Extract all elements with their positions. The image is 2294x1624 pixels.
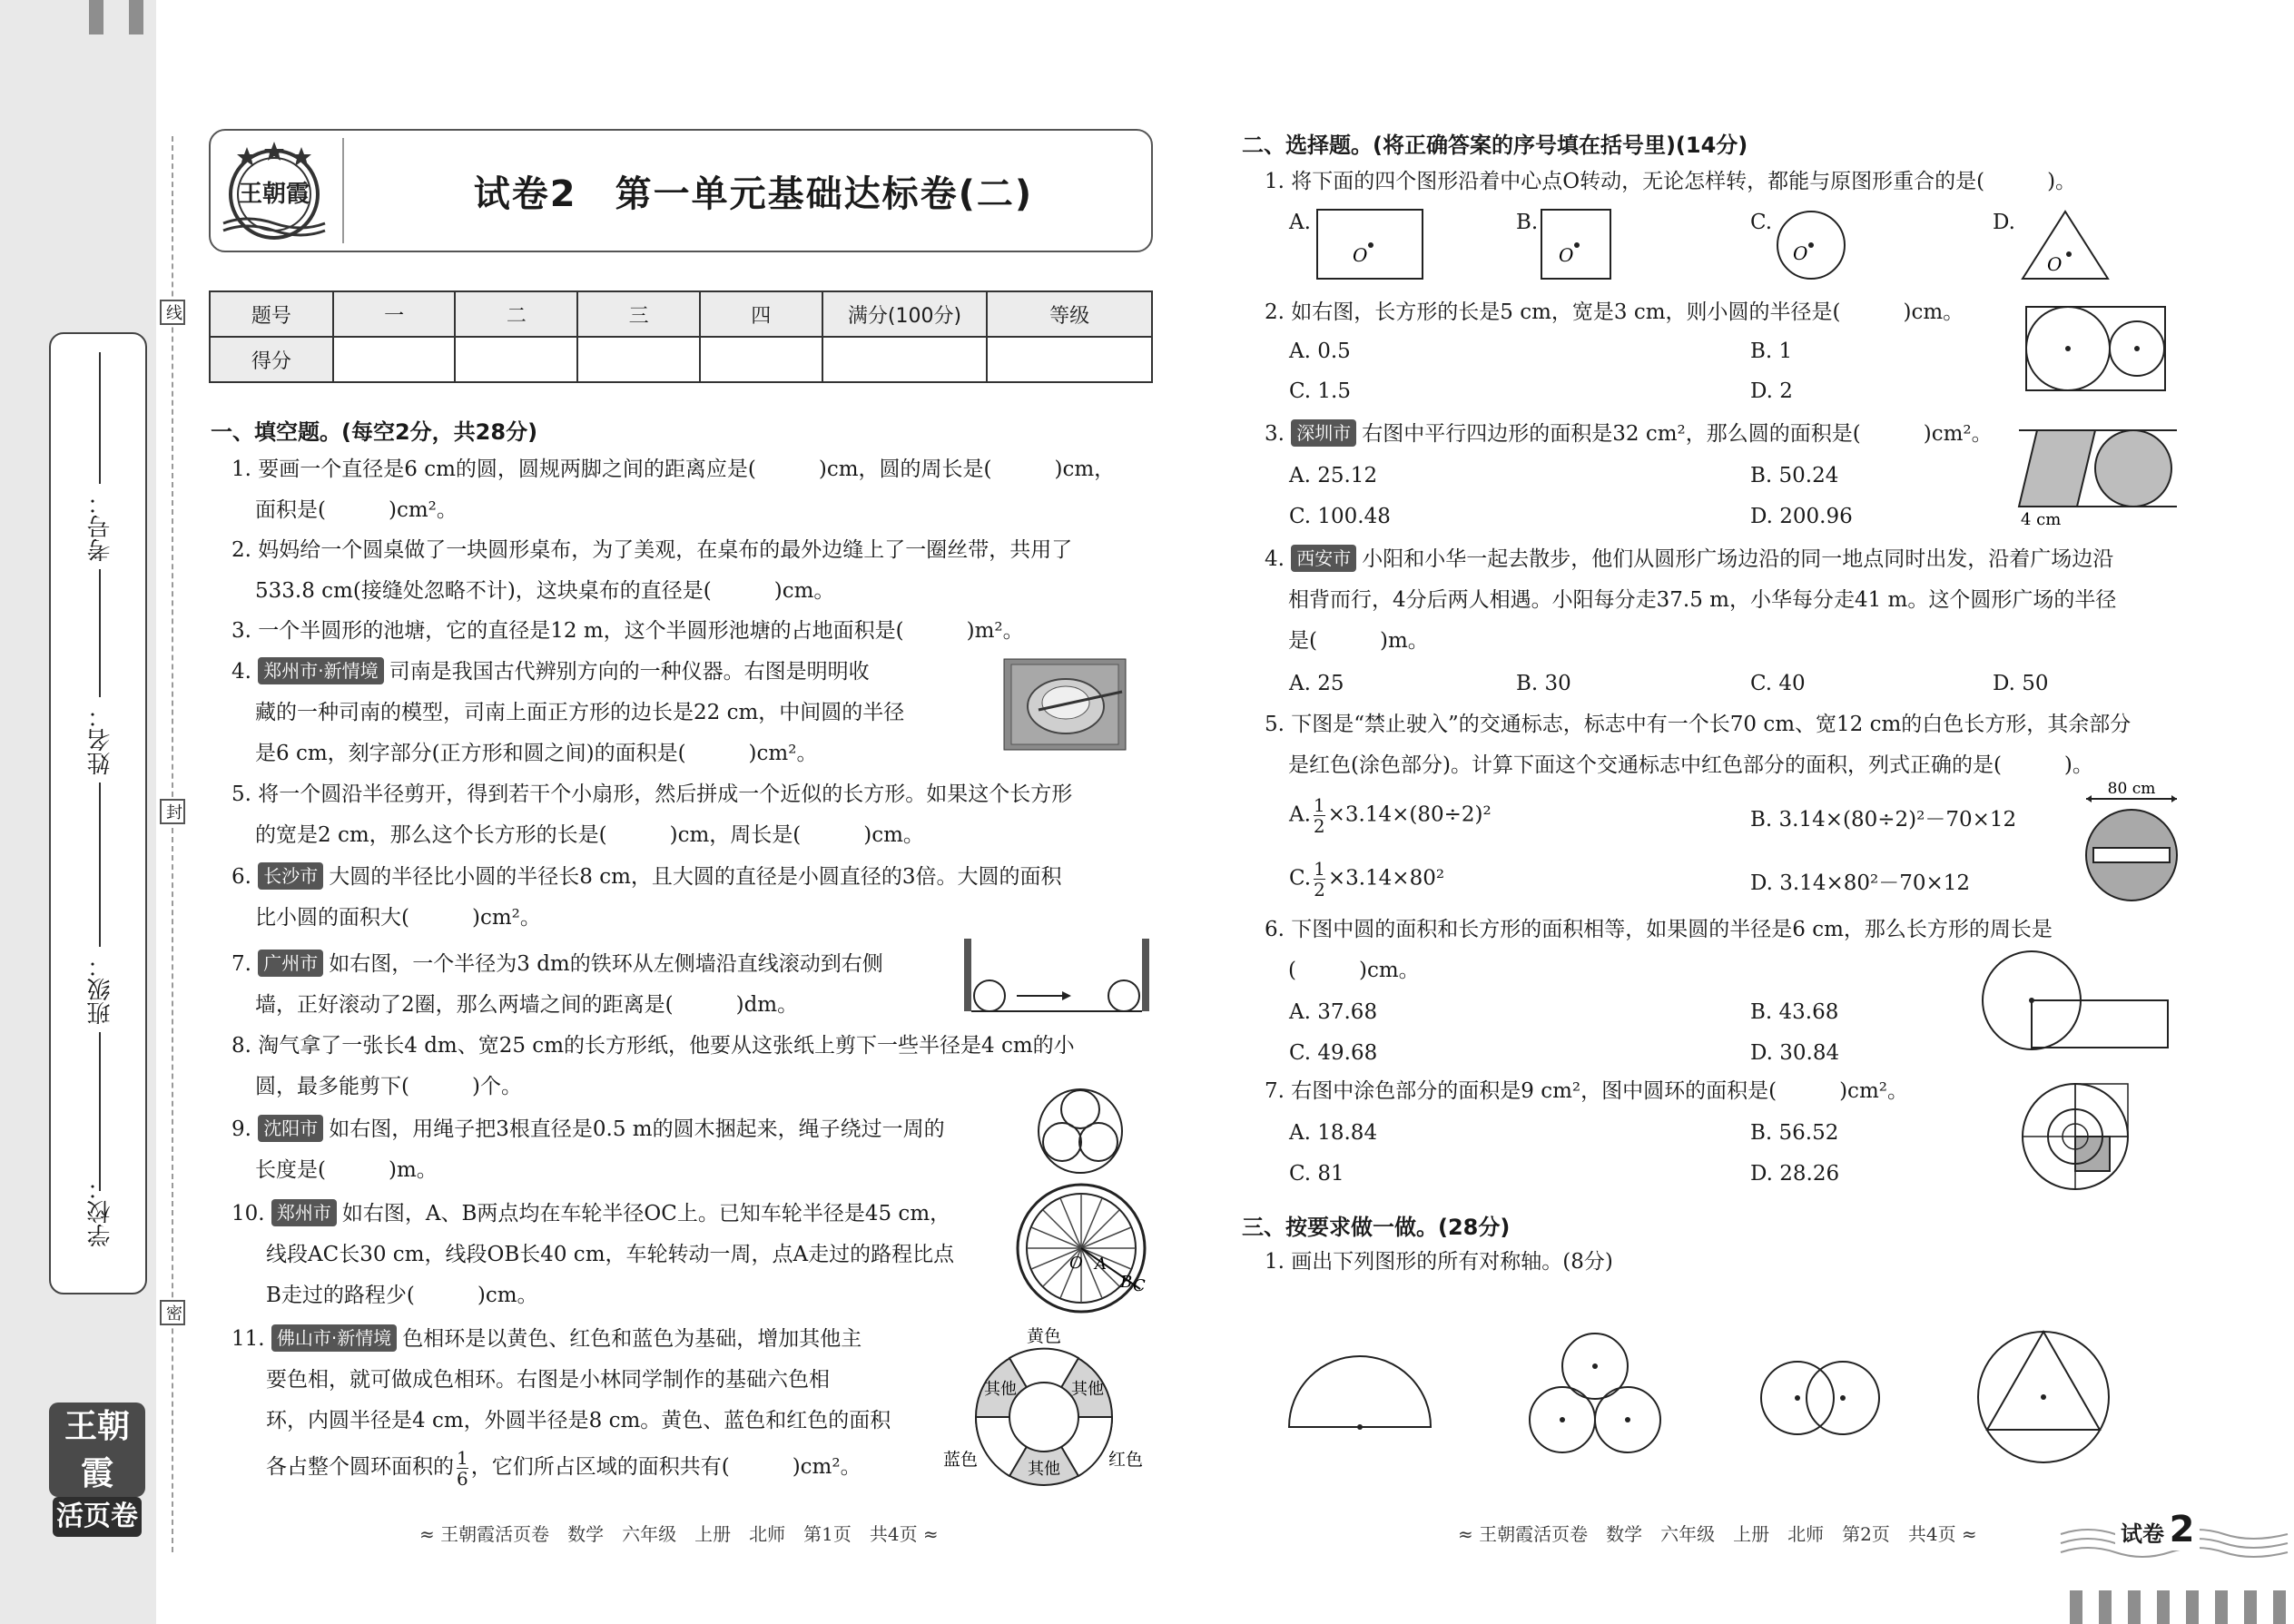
- q-line: 6. 下图中圆的面积和长方形的面积相等，如果圆的半径是6 cm，那么长方形的周长是: [1265, 918, 2053, 941]
- fraction: [457, 1448, 468, 1489]
- q-line: 是红色(涂色部分)。计算下面这个交通标志中红色部分的面积，列式正确的是( )。: [1288, 753, 2093, 777]
- fraction: [1314, 859, 1325, 900]
- option-c[interactable]: C. 40: [1750, 672, 1806, 695]
- class-label: 班级：: [86, 954, 114, 1025]
- question-1-3: [231, 611, 1157, 652]
- score-input-row: [210, 337, 1152, 382]
- q-number: 4.: [231, 660, 251, 684]
- option-c[interactable]: C. 81: [1289, 1162, 1344, 1186]
- region-tag: 郑州市: [271, 1199, 337, 1226]
- ring-label: 其他: [1071, 1380, 1104, 1399]
- question-1-7: [231, 944, 976, 1026]
- region-tag: 深圳市: [1291, 419, 1356, 447]
- figure-label: 4 cm: [2021, 510, 2062, 529]
- option-b[interactable]: B. 30: [1516, 672, 1571, 695]
- option-b[interactable]: B. 50.24: [1750, 464, 1839, 487]
- binding-bar: [2273, 1590, 2286, 1624]
- school-field[interactable]: [51, 1169, 149, 1247]
- option-d[interactable]: D.: [1993, 211, 2015, 234]
- color-ring-figure: [935, 1322, 1153, 1494]
- option-d[interactable]: D. 2: [1750, 379, 1793, 403]
- option-a[interactable]: A. 0.5: [1289, 340, 1351, 363]
- section1-heading: 一、填空题。(每空2分，共28分): [211, 419, 538, 445]
- question-1-9: [231, 1109, 1030, 1191]
- question-2-5: [1265, 704, 2191, 786]
- exam-number-label: 考号：: [86, 491, 114, 562]
- q-line: 1. 要画一个直径是6 cm的圆，圆规两脚之间的距离应是( )cm，圆的周长是( )cm，: [231, 458, 1116, 481]
- q-line: 如右图，用绳子把3根直径是0.5 m的圆木捆起来，绳子绕过一周的: [329, 1117, 945, 1141]
- region-tag: 广州市: [258, 950, 323, 977]
- binding-bar: [2186, 1590, 2199, 1624]
- no-entry-sign-figure: [2079, 782, 2188, 905]
- region-tag: 长沙市: [258, 862, 323, 890]
- q-line: 右图中平行四边形的面积是32 cm²，那么圆的面积是( )cm²。: [1362, 422, 1993, 446]
- symmetry-semicircle: [1284, 1351, 1438, 1432]
- option-a[interactable]: A. 37.68: [1289, 1000, 1378, 1024]
- q1-shape-rectangle: [1316, 209, 1425, 281]
- score-cell[interactable]: [822, 337, 988, 382]
- score-cell[interactable]: [577, 337, 700, 382]
- q-line: 司南是我国古代辨别方向的一种仪器。右图是明明收: [389, 660, 870, 684]
- q-line: 各占整个圆环面积的: [266, 1455, 454, 1479]
- score-header-cell: 等级: [987, 291, 1152, 337]
- option-c[interactable]: C. 100.48: [1289, 505, 1391, 528]
- symmetry-two-circles: [1757, 1358, 1885, 1440]
- question-1-1: [231, 449, 1157, 531]
- q-line: 8. 淘气拿了一张长4 dm、宽25 cm的长方形纸，他要从这张纸上剪下一些半径是4 cm的小: [231, 1034, 1075, 1058]
- center-label: O: [2047, 253, 2063, 275]
- option-d[interactable]: D. 28.26: [1750, 1162, 1840, 1186]
- q7-ring-figure: [2021, 1082, 2130, 1191]
- option-c[interactable]: [1289, 859, 1444, 900]
- q-line: 5. 下图是“禁止驶入”的交通标志，标志中有一个长70 cm、宽12 cm的白色长方形，其余部分: [1265, 713, 2132, 736]
- ring-label: 红色: [1108, 1450, 1144, 1470]
- q-number: 3.: [1265, 422, 1285, 446]
- cut-line: [172, 136, 173, 1552]
- option-letter: A.: [1289, 802, 1311, 827]
- wheel-figure: [1015, 1180, 1151, 1316]
- q-number: 11.: [231, 1327, 265, 1351]
- binding-bar: [2070, 1590, 2082, 1624]
- q-line: 小阳和小华一起去散步，他们从圆形广场边沿的同一地点同时出发，沿着广场边沿: [1362, 547, 2114, 571]
- q-line: ( )cm。: [1288, 959, 1420, 982]
- q-line: 藏的一种司南的模型，司南上面正方形的边长是22 cm，中间圆的半径: [255, 701, 905, 724]
- binding-bar: [2128, 1590, 2141, 1624]
- option-letter: C.: [1289, 866, 1312, 891]
- q-line: 如右图，一个半径为3 dm的铁环从左侧墙沿直线滚动到右侧: [329, 952, 883, 976]
- score-header-cell: 一: [333, 291, 456, 337]
- q-line: 墙，正好滚动了2圈，那么两墙之间的距离是( )dm。: [255, 993, 799, 1017]
- score-header-cell: 三: [577, 291, 700, 337]
- cut-mark-line: 线: [160, 300, 185, 325]
- q1-shape-square: [1541, 209, 1613, 281]
- option-c[interactable]: C. 1.5: [1289, 379, 1351, 403]
- question-1-10: [231, 1194, 1021, 1316]
- section2-heading: 二、选择题。(将正确答案的序号填在括号里)(14分): [1242, 133, 1748, 158]
- q-number: 7.: [231, 952, 251, 976]
- paper-number: 2: [2169, 1509, 2195, 1550]
- q-line: 2. 妈妈给一个圆桌做了一块圆形桌布，为了美观，在桌布的最外边缝上了一圈丝带，共用了: [231, 538, 1073, 562]
- q-line: 比小圆的面积大( )cm²。: [255, 906, 541, 930]
- symmetry-circle-triangle: [1975, 1329, 2112, 1465]
- region-tag: 佛山市·新情境: [271, 1324, 397, 1352]
- center-label: O: [1793, 242, 1808, 264]
- center-label: O: [1559, 244, 1574, 266]
- denominator: 2: [1313, 815, 1325, 837]
- q-line: 圆，最多能剪下( )个。: [255, 1075, 522, 1098]
- score-cell[interactable]: [455, 337, 577, 382]
- option-d[interactable]: D. 200.96: [1750, 505, 1853, 528]
- name-field[interactable]: [51, 634, 149, 932]
- numerator: 1: [1314, 858, 1325, 880]
- brand-bottom: 活页卷: [53, 1497, 142, 1537]
- option-c[interactable]: C. 49.68: [1289, 1041, 1378, 1065]
- q-line: 是( )m。: [1288, 629, 1429, 653]
- option-a[interactable]: A. 25.12: [1289, 464, 1378, 487]
- question-3-1: 1. 画出下列图形的所有对称轴。(8分): [1265, 1250, 1613, 1274]
- option-text: ×3.14×80²: [1327, 866, 1445, 891]
- region-tag: 郑州市·新情境: [258, 657, 383, 684]
- option-a[interactable]: A.: [1289, 211, 1311, 234]
- score-header-cell: 二: [455, 291, 577, 337]
- option-b[interactable]: B. 43.68: [1750, 1000, 1839, 1024]
- option-a[interactable]: A. 25: [1289, 672, 1344, 695]
- paper-title: 试卷2 第一单元基础达标卷(二): [473, 173, 1034, 215]
- question-2-2: 2. 如右图，长方形的长是5 cm，宽是3 cm，则小圆的半径是( )cm。: [1265, 300, 1964, 324]
- cut-mark-seal: 封: [160, 799, 185, 824]
- class-field[interactable]: [51, 915, 149, 1191]
- score-cell[interactable]: [333, 337, 456, 382]
- wheel-point-label: C: [1133, 1276, 1146, 1295]
- brand-top: 王朝霞: [64, 1407, 130, 1492]
- q-number: 4.: [1265, 547, 1285, 571]
- paper-label-group: [2115, 1509, 2200, 1550]
- symmetry-three-circles: [1527, 1331, 1663, 1467]
- binding-bar: [2215, 1590, 2228, 1624]
- option-b[interactable]: B.: [1516, 211, 1539, 234]
- q-line: 5. 将一个圆沿半径剪开，得到若干个小扇形，然后拼成一个近似的长方形。如果这个长方形: [231, 782, 1073, 806]
- question-2-1: 1. 将下面的四个图形沿着中心点O转动，无论怎样转，都能与原图形重合的是( )。: [1265, 170, 2077, 193]
- question-1-11: [231, 1319, 958, 1492]
- paper-label: 试卷: [2121, 1521, 2164, 1547]
- q-line: 如右图，A、B两点均在车轮半径OC上。已知车轮半径是45 cm，: [341, 1202, 951, 1225]
- question-1-2: [231, 530, 1157, 612]
- q-line: 是6 cm，刻字部分(正方形和圆之间)的面积是( )cm²。: [255, 742, 818, 765]
- q6-circle-rectangle-figure: [1983, 951, 2182, 1097]
- footer-left: ≈ 王朝霞活页卷 数学 六年级 上册 北师 第1页 共4页 ≈: [419, 1523, 939, 1545]
- exam-number-field[interactable]: [51, 352, 149, 678]
- option-a[interactable]: A. 18.84: [1289, 1121, 1378, 1145]
- wheel-point-label: A: [1095, 1255, 1107, 1274]
- center-label: O: [1353, 244, 1368, 266]
- option-b[interactable]: B. 56.52: [1750, 1121, 1839, 1145]
- ring-label: 其他: [984, 1380, 1017, 1399]
- option-d[interactable]: D. 50: [1993, 672, 2049, 695]
- question-1-5: [231, 774, 1157, 856]
- rolling-ring-figure: [962, 937, 1153, 1019]
- cut-mark-secret: 密: [160, 1300, 185, 1325]
- q-line: B走过的路程少( )cm。: [266, 1284, 538, 1307]
- brand-badge: [49, 1403, 145, 1532]
- name-label: 姓名：: [86, 704, 114, 775]
- publisher-logo: [220, 136, 329, 245]
- score-header-row: [210, 291, 1152, 337]
- question-2-3: [1265, 414, 2009, 455]
- q-line: 3. 一个半圆形的池塘，它的直径是12 m，这个半圆形池塘的占地面积是( )m²。: [231, 619, 1024, 643]
- school-label: 学校：: [86, 1176, 114, 1247]
- footer-right: ≈ 王朝霞活页卷 数学 六年级 上册 北师 第2页 共4页 ≈: [1458, 1523, 1977, 1545]
- option-d[interactable]: D. 30.84: [1750, 1041, 1840, 1065]
- binding-bar: [89, 0, 103, 34]
- region-tag: 沈阳市: [258, 1115, 323, 1142]
- q-line: 色相环是以黄色、红色和蓝色为基础，增加其他主: [402, 1327, 862, 1351]
- logo-text: 王朝霞: [238, 181, 310, 208]
- ring-label: 黄色: [1026, 1326, 1062, 1346]
- question-2-7: 7. 右图中涂色部分的面积是9 cm²，图中圆环的面积是( )cm²。: [1265, 1079, 1908, 1103]
- score-header-cell: 题号: [210, 291, 333, 337]
- score-row-label: 得分: [210, 337, 333, 382]
- numerator: 1: [457, 1446, 468, 1469]
- score-header-cell: 四: [700, 291, 822, 337]
- student-info-box: [49, 332, 147, 1294]
- option-d[interactable]: D. 3.14×80²－70×12: [1750, 871, 1971, 895]
- paper-header: [209, 129, 1153, 252]
- sinan-compass-figure: [1002, 655, 1129, 755]
- logo-separator: [342, 138, 344, 243]
- option-b[interactable]: B. 1: [1750, 340, 1793, 363]
- q-line: 相背而行，4分后两人相遇。小阳每分走37.5 m，小华每分走41 m。这个圆形广场的半径: [1288, 588, 2117, 612]
- q-line: 大圆的半径比小圆的半径长8 cm，且大圆的直径是小圆直径的3倍。大圆的面积: [329, 865, 1062, 889]
- q-line: 长度是( )m。: [255, 1158, 438, 1182]
- option-a[interactable]: [1289, 795, 1492, 836]
- q2-rectangle-circles-figure: [2024, 305, 2170, 396]
- denominator: 6: [457, 1467, 468, 1490]
- binding-bar: [2157, 1590, 2170, 1624]
- question-1-4: [231, 652, 994, 774]
- score-cell[interactable]: [700, 337, 822, 382]
- ring-label: 其他: [1028, 1460, 1060, 1479]
- binding-bar: [129, 0, 143, 34]
- section3-heading: 三、按要求做一做。(28分): [1242, 1215, 1511, 1240]
- q-line: 面积是( )cm²。: [255, 498, 458, 522]
- q-line: ，它们所占区域的面积共有( )cm²。: [470, 1455, 861, 1479]
- fraction: [1314, 795, 1325, 836]
- score-header-cell: 满分(100分): [822, 291, 988, 337]
- option-b[interactable]: B. 3.14×(80÷2)²－70×12: [1750, 808, 2017, 832]
- q-number: 9.: [231, 1117, 251, 1141]
- q-line: 533.8 cm(接缝处忽略不计)，这块桌布的直径是( )cm。: [255, 579, 835, 603]
- score-cell[interactable]: [987, 337, 1152, 382]
- wheel-point-label: O: [1069, 1254, 1083, 1273]
- q1-shape-triangle: [2020, 209, 2111, 281]
- three-logs-figure: [1035, 1084, 1126, 1175]
- figure-label: 80 cm: [2107, 780, 2156, 798]
- binding-bar: [2244, 1590, 2257, 1624]
- q3-parallelogram-circle-figure: [2019, 427, 2182, 527]
- q-number: 6.: [231, 865, 251, 889]
- question-2-4: [1265, 539, 2191, 662]
- question-1-6: [231, 857, 1157, 939]
- q-line: 线段AC长30 cm，线段OB长40 cm，车轮转动一周，点A走过的路程比点: [266, 1243, 955, 1266]
- score-table: [209, 290, 1153, 383]
- wheel-point-label: B: [1120, 1273, 1133, 1292]
- binding-bar: [2099, 1590, 2112, 1624]
- q-line: 要色相，就可做成色相环。右图是小林同学制作的基础六色相: [266, 1368, 830, 1392]
- q-line: 环，内圆半径是4 cm，外圆半径是8 cm。黄色、蓝色和红色的面积: [266, 1409, 891, 1432]
- q-number: 10.: [231, 1202, 265, 1225]
- option-text: ×3.14×(80÷2)²: [1327, 802, 1492, 827]
- q-line: 的宽是2 cm，那么这个长方形的长是( )cm，周长是( )cm。: [255, 823, 924, 847]
- q1-shape-circle: [1775, 209, 1847, 281]
- region-tag: 西安市: [1291, 545, 1356, 572]
- question-1-8: [231, 1026, 1157, 1107]
- denominator: 2: [1314, 879, 1325, 901]
- ring-label: 蓝色: [942, 1450, 979, 1470]
- option-c[interactable]: C.: [1750, 211, 1773, 234]
- numerator: 1: [1313, 794, 1325, 816]
